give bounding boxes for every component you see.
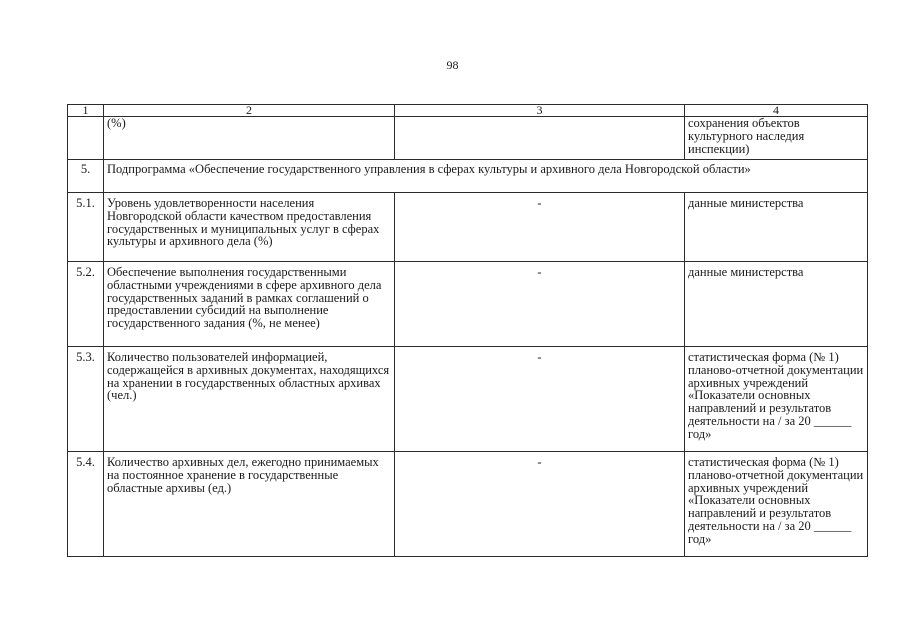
subprogram-row: [68, 160, 868, 193]
indicator-cell: Уровень удовлетворенности населения Новгородской области качеством предоставления государственных и муниципальных услуг в сферах культуры и архивного дела (%): [104, 193, 395, 262]
subprogram-title: Подпрограмма «Обеспечение государственного управления в сферах культуры и архивного дела Новгородской области»: [104, 160, 868, 193]
value-cell: [395, 117, 685, 160]
table-row: [68, 347, 868, 452]
indicators-table: [67, 104, 868, 557]
value-cell: -: [395, 262, 685, 347]
source-cell: данные министерства: [685, 193, 868, 262]
source-cell: данные министерства: [685, 262, 868, 347]
value-cell: -: [395, 452, 685, 557]
row-number: 5.1.: [68, 193, 104, 262]
table-row: [68, 262, 868, 347]
indicator-cell: Обеспечение выполнения государственными областными учреждениями в сфере архивного дела государственных заданий в рамках соглашений о предоставлении субсидий на выполнение государственного задания (%, не менее): [104, 262, 395, 347]
header-cell-1: 1: [68, 105, 104, 117]
row-number: 5.2.: [68, 262, 104, 347]
value-cell: -: [395, 347, 685, 452]
page-number: 98: [446, 58, 459, 72]
source-cell: сохранения объектов культурного наследия инспекции): [685, 117, 868, 160]
source-cell: статистическая форма (№ 1) планово-отчетной документации архивных учреждений «Показатели основных направлений и результатов деятельности на / за 20 ______ год»: [685, 452, 868, 557]
source-cell: статистическая форма (№ 1) планово-отчетной документации архивных учреждений «Показатели основных направлений и результатов деятельности на / за 20 ______ год»: [685, 347, 868, 452]
table-row: [68, 193, 868, 262]
value-cell: -: [395, 193, 685, 262]
indicator-cell: (%): [104, 117, 395, 160]
header-cell-4: 4: [685, 105, 868, 117]
row-number: 5.: [68, 160, 104, 193]
header-cell-2: 2: [104, 105, 395, 117]
row-number: 5.4.: [68, 452, 104, 557]
table-row: [68, 452, 868, 557]
row-number: [68, 117, 104, 160]
header-cell-3: 3: [395, 105, 685, 117]
row-number: 5.3.: [68, 347, 104, 452]
table-header-row: [68, 105, 868, 117]
indicator-cell: Количество пользователей информацией, содержащейся в архивных документах, находящихся на хранении в государственных областных архивах (чел.): [104, 347, 395, 452]
indicator-cell: Количество архивных дел, ежегодно принимаемых на постоянное хранение в государственные областные архивы (ед.): [104, 452, 395, 557]
table-row: [68, 117, 868, 160]
